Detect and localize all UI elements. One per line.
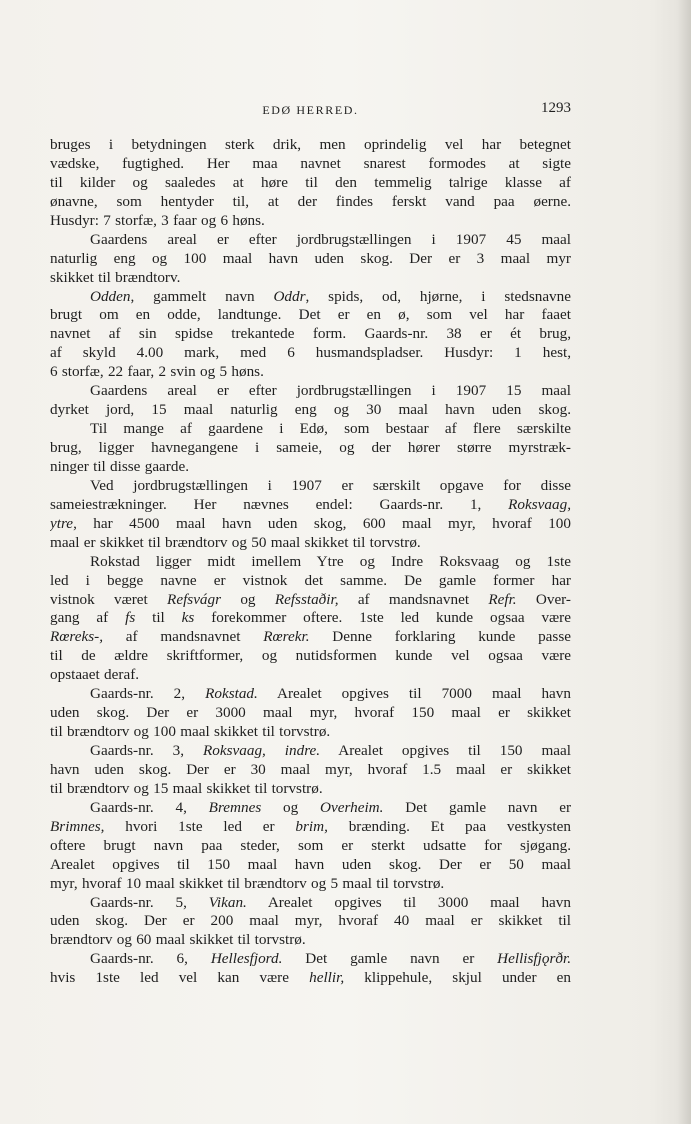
text-line: skikket til brændtorv. <box>50 268 181 286</box>
text-line: uden skog. Der er 3000 maal myr, hvoraf 150 maal er skikket <box>50 704 571 722</box>
text-fragment: , gammelt navn <box>130 287 274 305</box>
text-line: til brændtorv og 100 maal skikket til torvstrø. <box>50 723 331 741</box>
text-fragment: Denne forklaring kunde passe <box>309 628 571 646</box>
italic-term: Brimnes, <box>50 817 105 835</box>
text-fragment: Arealet opgives til 3000 maal havn <box>246 893 571 911</box>
text-line: til brændtorv og 15 maal skikket til torvstrø. <box>50 779 323 797</box>
italic-term: brim, <box>295 817 328 835</box>
text-line: af skyld 4.00 mark, med 6 husmandspladser. Husdyr: 1 hest, <box>50 344 571 362</box>
text-fragment: Det gamle navn er <box>383 798 571 816</box>
italic-term: Oddr <box>273 287 306 305</box>
page-edge-shadow <box>677 0 691 1124</box>
italic-term: Refr. <box>488 590 517 608</box>
text-line: ønavne, som hentyder til, at der findes ferskt vand paa øerne. <box>50 192 571 210</box>
text-line: oftere brugt navn paa steder, som er sterkt udsatte for sjøgang. <box>50 836 571 854</box>
text-fragment: til <box>135 609 182 627</box>
italic-term: Roksvaag, indre. <box>203 742 321 759</box>
text-line: Ved jordbrugstællingen i 1907 er særskilt opgave for disse <box>90 476 571 494</box>
text-line: ninger til disse gaarde. <box>50 457 189 475</box>
text-line-brimnes <box>50 818 571 837</box>
text-line: brugt om en odde, landtunge. Det er en ø, som vel har faaet <box>50 306 571 324</box>
text-line-rokstad <box>50 685 571 704</box>
italic-term: Overheim. <box>320 798 384 816</box>
text-line: Gaardens areal er efter jordbrugstællingen i 1907 15 maal <box>90 382 571 400</box>
running-head: EDØ HERRED. <box>262 103 359 117</box>
text-line: brug, ligger havnegangene i sameie, og der hører større myrstræk- <box>50 439 571 456</box>
text-line-roksvaag <box>50 496 571 515</box>
text-fragment: , spids, od, hjørne, i stedsnavne <box>305 287 571 305</box>
page-body <box>50 136 571 988</box>
italic-term: Refsvágr <box>167 590 222 608</box>
text-line: maal er skikket til brændtorv og 50 maal skikket til torvstrø. <box>50 533 421 551</box>
italic-term: fs <box>125 609 136 627</box>
text-line: bruges i betydningen sterk drik, men oprindelig vel har betegnet <box>50 136 571 153</box>
text-line: naturlig eng og 100 maal havn uden skog. Der er 3 maal myr <box>50 249 571 267</box>
text-line-hellir <box>50 969 571 988</box>
text-line: uden skog. Der er 200 maal myr, hvoraf 40 maal er skikket til <box>50 912 571 930</box>
text-fragment: sameiestrækninger. Her nævnes endel: Gaards-nr. 1, <box>50 495 509 513</box>
text-fragment: brænding. Et paa vestkysten <box>327 817 571 835</box>
italic-term: Vikan. <box>208 893 247 911</box>
text-line-fs-ks <box>50 609 571 628</box>
text-line-refsvagr <box>50 591 571 610</box>
italic-term: Rokstad. <box>205 685 258 703</box>
text-line-roksvaag-indre <box>50 742 571 761</box>
text-line: Rokstad ligger midt imellem Ytre og Indre Roksvaag og 1ste <box>90 552 571 570</box>
text-fragment: klippehule, skjul under en <box>344 969 571 987</box>
text-line: 6 storfæ, 22 faar, 2 svin og 5 høns. <box>50 363 264 381</box>
text-fragment: og <box>261 798 321 816</box>
text-line-odden <box>50 288 571 307</box>
text-fragment: Det gamle navn er <box>282 950 498 968</box>
text-fragment: vistnok været <box>50 590 168 608</box>
text-line: Arealet opgives til 150 maal havn uden skog. Der er 50 maal <box>50 855 571 873</box>
text-fragment: Arealet opgives til 7000 maal havn <box>257 685 571 703</box>
text-line-ytre <box>50 515 571 534</box>
text-fragment: Gaards-nr. 2, <box>90 685 206 703</box>
text-line-roereks <box>50 628 571 647</box>
text-line: Husdyr: 7 storfæ, 3 faar og 6 høns. <box>50 211 265 229</box>
text-line: Gaardens areal er efter jordbrugstællingen i 1907 45 maal <box>90 230 571 248</box>
page-number: 1293 <box>541 100 571 116</box>
text-line: vædske, fugtighed. Her maa navnet snarest formodes at sigte <box>50 154 571 172</box>
text-line: led i begge navne er vistnok det samme. De gamle former har <box>50 571 571 589</box>
italic-term: Roksvaag, <box>508 495 571 513</box>
text-fragment: hvori 1ste led er <box>104 817 296 835</box>
text-line: myr, hvoraf 10 maal skikket til brændtorv og 5 maal til torvstrø. <box>50 874 445 892</box>
text-fragment: af mandsnavnet <box>103 628 264 646</box>
italic-term: Rœreks-, <box>50 628 104 646</box>
text-fragment: Gaards-nr. 6, <box>90 950 211 968</box>
text-line: brændtorv og 60 maal skikket til torvstrø. <box>50 931 306 949</box>
text-fragment: Gaards-nr. 4, <box>90 798 209 816</box>
text-fragment: forekommer oftere. 1ste led kunde ogsaa være <box>194 609 571 627</box>
text-line-bremnes <box>50 799 571 818</box>
text-line: dyrket jord, 15 maal naturlig eng og 30 maal havn uden skog. <box>50 401 571 419</box>
italic-term: Hellisfjǫrðr. <box>497 950 571 968</box>
text-line: opstaaet deraf. <box>50 666 140 684</box>
text-line: havn uden skog. Der er 30 maal myr, hvoraf 1.5 maal er skikket <box>50 760 571 778</box>
page-header <box>50 100 571 120</box>
text-line: Til mange af gaardene i Edø, som bestaar af flere særskilte <box>90 420 571 438</box>
italic-term: Bremnes <box>208 798 262 816</box>
text-fragment: hvis 1ste led vel kan være <box>50 969 310 987</box>
text-line: navnet af sin spidse trekantede form. Gaards-nr. 38 er ét brug, <box>50 325 571 343</box>
italic-term: Hellesfjord. <box>210 950 283 968</box>
italic-term: ks <box>181 609 195 627</box>
text-fragment: af mandsnavnet <box>338 590 489 608</box>
text-fragment: og <box>221 590 275 608</box>
text-fragment: Gaards-nr. 5, <box>90 893 209 911</box>
text-line-vikan <box>50 894 571 913</box>
text-fragment: gang af <box>50 609 126 627</box>
italic-term: Rœrekr. <box>263 628 310 646</box>
text-fragment: Arealet opgives til 150 maal <box>320 742 571 759</box>
text-line: til kilder og saaledes at høre til den temmelig talrige klasse af <box>50 173 571 191</box>
text-fragment: Gaards-nr. 3, <box>90 742 203 759</box>
text-fragment: Over- <box>516 590 571 608</box>
text-fragment: , har 4500 maal havn uden skog, 600 maal myr, hvoraf 100 <box>73 514 571 532</box>
text-line: til de ældre skriftformer, og nutidsformen kunde vel ogsaa være <box>50 647 571 665</box>
italic-term: Odden <box>90 287 131 305</box>
text-line-hellesfjord <box>50 950 571 969</box>
italic-term: hellir, <box>309 969 345 987</box>
italic-term: Refsstaðir, <box>274 590 339 608</box>
italic-term: ytre <box>50 514 74 532</box>
